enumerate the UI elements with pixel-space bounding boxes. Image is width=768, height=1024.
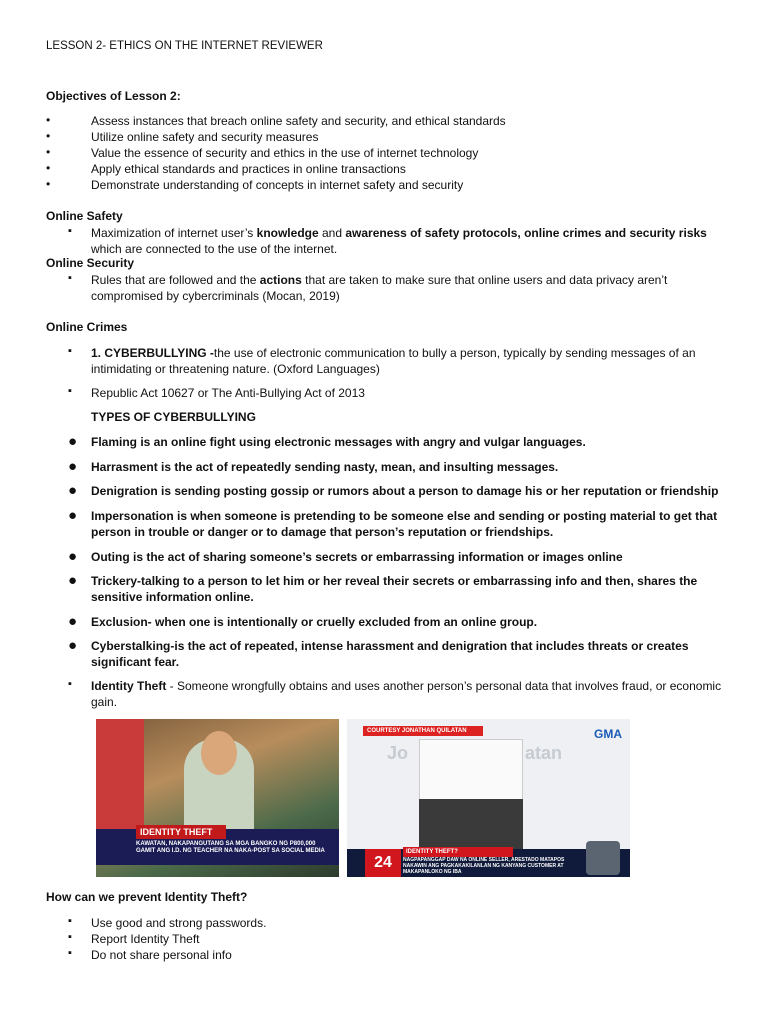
round-bullet-icon: ● — [68, 433, 78, 450]
list-item: Flaming is an online fight using electronic messages with angry and vulgar languages. — [91, 435, 586, 449]
prevention-heading: How can we prevent Identity Theft? — [46, 890, 248, 904]
list-item: Assess instances that breach online safety and security, and ethical standards — [91, 114, 506, 128]
bold-text-run: actions — [259, 273, 302, 287]
types-heading: TYPES OF CYBERBULLYING — [91, 410, 256, 424]
news-tag: IDENTITY THEFT? — [403, 847, 513, 857]
online-security-definition — [91, 272, 731, 304]
round-bullet-icon: ● — [68, 637, 78, 654]
round-bullet-icon: ● — [68, 482, 78, 499]
news-tag: IDENTITY THEFT — [136, 825, 226, 839]
online-security-heading: Online Security — [46, 256, 135, 270]
list-item: Impersonation is when someone is pretending to be someone else and sending or posting material to get that person in trouble or danger or to damage that person’s reputation or friendships. — [91, 509, 718, 539]
list-item: Utilize online safety and security measures — [91, 130, 319, 144]
square-bullet-icon: ▪ — [68, 385, 72, 397]
online-safety-definition — [91, 225, 731, 257]
bullet-icon: • — [46, 113, 51, 127]
bullet-icon: • — [46, 177, 51, 191]
republic-act-item: Republic Act 10627 or The Anti-Bullying Act of 2013 — [91, 386, 365, 400]
square-bullet-icon: ▪ — [68, 272, 72, 284]
online-safety-heading: Online Safety — [46, 209, 123, 223]
list-item: Cyberstalking-is the act of repeated, intense harassment and denigration that includes threats or creates significant fear. — [91, 639, 689, 669]
list-item: Outing is the act of sharing someone’s secrets or embarrassing information or images online — [91, 550, 623, 564]
bold-text-run: Identity Theft — [91, 679, 167, 693]
online-crimes-heading: Online Crimes — [46, 320, 128, 334]
text-run: which are connected to the use of the internet. — [91, 242, 338, 256]
list-item: Value the essence of security and ethics in the use of internet technology — [91, 146, 479, 160]
list-item: Apply ethical standards and practices in online transactions — [91, 162, 406, 176]
round-bullet-icon: ● — [68, 507, 78, 524]
text-run: - Someone wrongfully obtains and uses another person’s personal data that involves fraud, or economic gain. — [91, 679, 722, 709]
bold-text-run: 1. CYBERBULLYING - — [91, 346, 214, 360]
square-bullet-icon: ▪ — [68, 947, 72, 959]
square-bullet-icon: ▪ — [68, 931, 72, 943]
list-item: Demonstrate understanding of concepts in internet safety and security — [91, 178, 464, 192]
text-run: that are taken to make sure that online users and data privacy aren’t compromised by cybercriminals (Mocan, 2019) — [91, 273, 668, 303]
sign-language-interpreter — [586, 841, 620, 875]
gma-logo: GMA — [594, 727, 622, 741]
news-caption: NAGPAPANGGAP DAW NA ONLINE SELLER, ARESTADO MATAPOS NAKAWIN ANG PAGKAKAKILANLAN NG KANYANG CUSTOMER AT MAKAPANLOKO NG IBA — [403, 857, 565, 875]
square-bullet-icon: ▪ — [68, 345, 72, 357]
courtesy-bar: COURTESY JONATHAN QUILATAN — [363, 726, 483, 736]
bold-text-run: awareness of safety protocols, online crimes and security risks — [345, 226, 707, 240]
list-item: Exclusion- when one is intentionally or cruelly excluded from an online group. — [91, 615, 538, 629]
image-figure — [201, 731, 237, 775]
round-bullet-icon: ● — [68, 548, 78, 565]
list-item: Report Identity Theft — [91, 932, 200, 946]
identity-theft-definition — [91, 678, 731, 710]
round-bullet-icon: ● — [68, 572, 78, 589]
cyberbullying-definition — [91, 345, 731, 377]
square-bullet-icon: ▪ — [68, 678, 72, 690]
news-image-identity-theft-2 — [347, 719, 630, 877]
list-item: Denigration is sending posting gossip or rumors about a person to damage his or her reputation or friendship — [91, 484, 719, 498]
square-bullet-icon: ▪ — [68, 915, 72, 927]
image-figure — [96, 719, 144, 839]
news-caption: KAWATAN, NAKAPANGUTANG SA MGA BANGKO NG P800,000 GAMIT ANG I.D. NG TEACHER NA NAKA-POST SA SOCIAL MEDIA — [136, 841, 325, 854]
square-bullet-icon: ▪ — [68, 225, 72, 237]
text-run: the use of electronic communication to bully a person, typically by sending messages of an intimidating or threatening nature. (Oxford Languages) — [91, 346, 696, 376]
round-bullet-icon: ● — [68, 613, 78, 630]
round-bullet-icon: ● — [68, 458, 78, 475]
bullet-icon: • — [46, 145, 51, 159]
page-title: LESSON 2- ETHICS ON THE INTERNET REVIEWER — [46, 40, 323, 52]
list-item: Do not share personal info — [91, 948, 232, 962]
background-text: Jo — [387, 743, 409, 763]
background-text: atan — [525, 743, 563, 763]
news-image-identity-theft-1 — [96, 719, 339, 877]
channel-logo: 24 — [365, 849, 401, 877]
bullet-icon: • — [46, 161, 51, 175]
list-item: Trickery-talking to a person to let him or her reveal their secrets or embarrassing info and then, shares the sensitive information online. — [91, 574, 698, 604]
objectives-heading: Objectives of Lesson 2: — [46, 89, 181, 103]
list-item: Harrasment is the act of repeatedly sending nasty, mean, and insulting messages. — [91, 460, 559, 474]
text-run: Maximization of internet user’s — [91, 226, 257, 240]
text-run: Rules that are followed and the — [91, 273, 260, 287]
text-run: and — [318, 226, 346, 240]
list-item: Use good and strong passwords. — [91, 916, 267, 930]
bold-text-run: knowledge — [256, 226, 319, 240]
bullet-icon: • — [46, 129, 51, 143]
